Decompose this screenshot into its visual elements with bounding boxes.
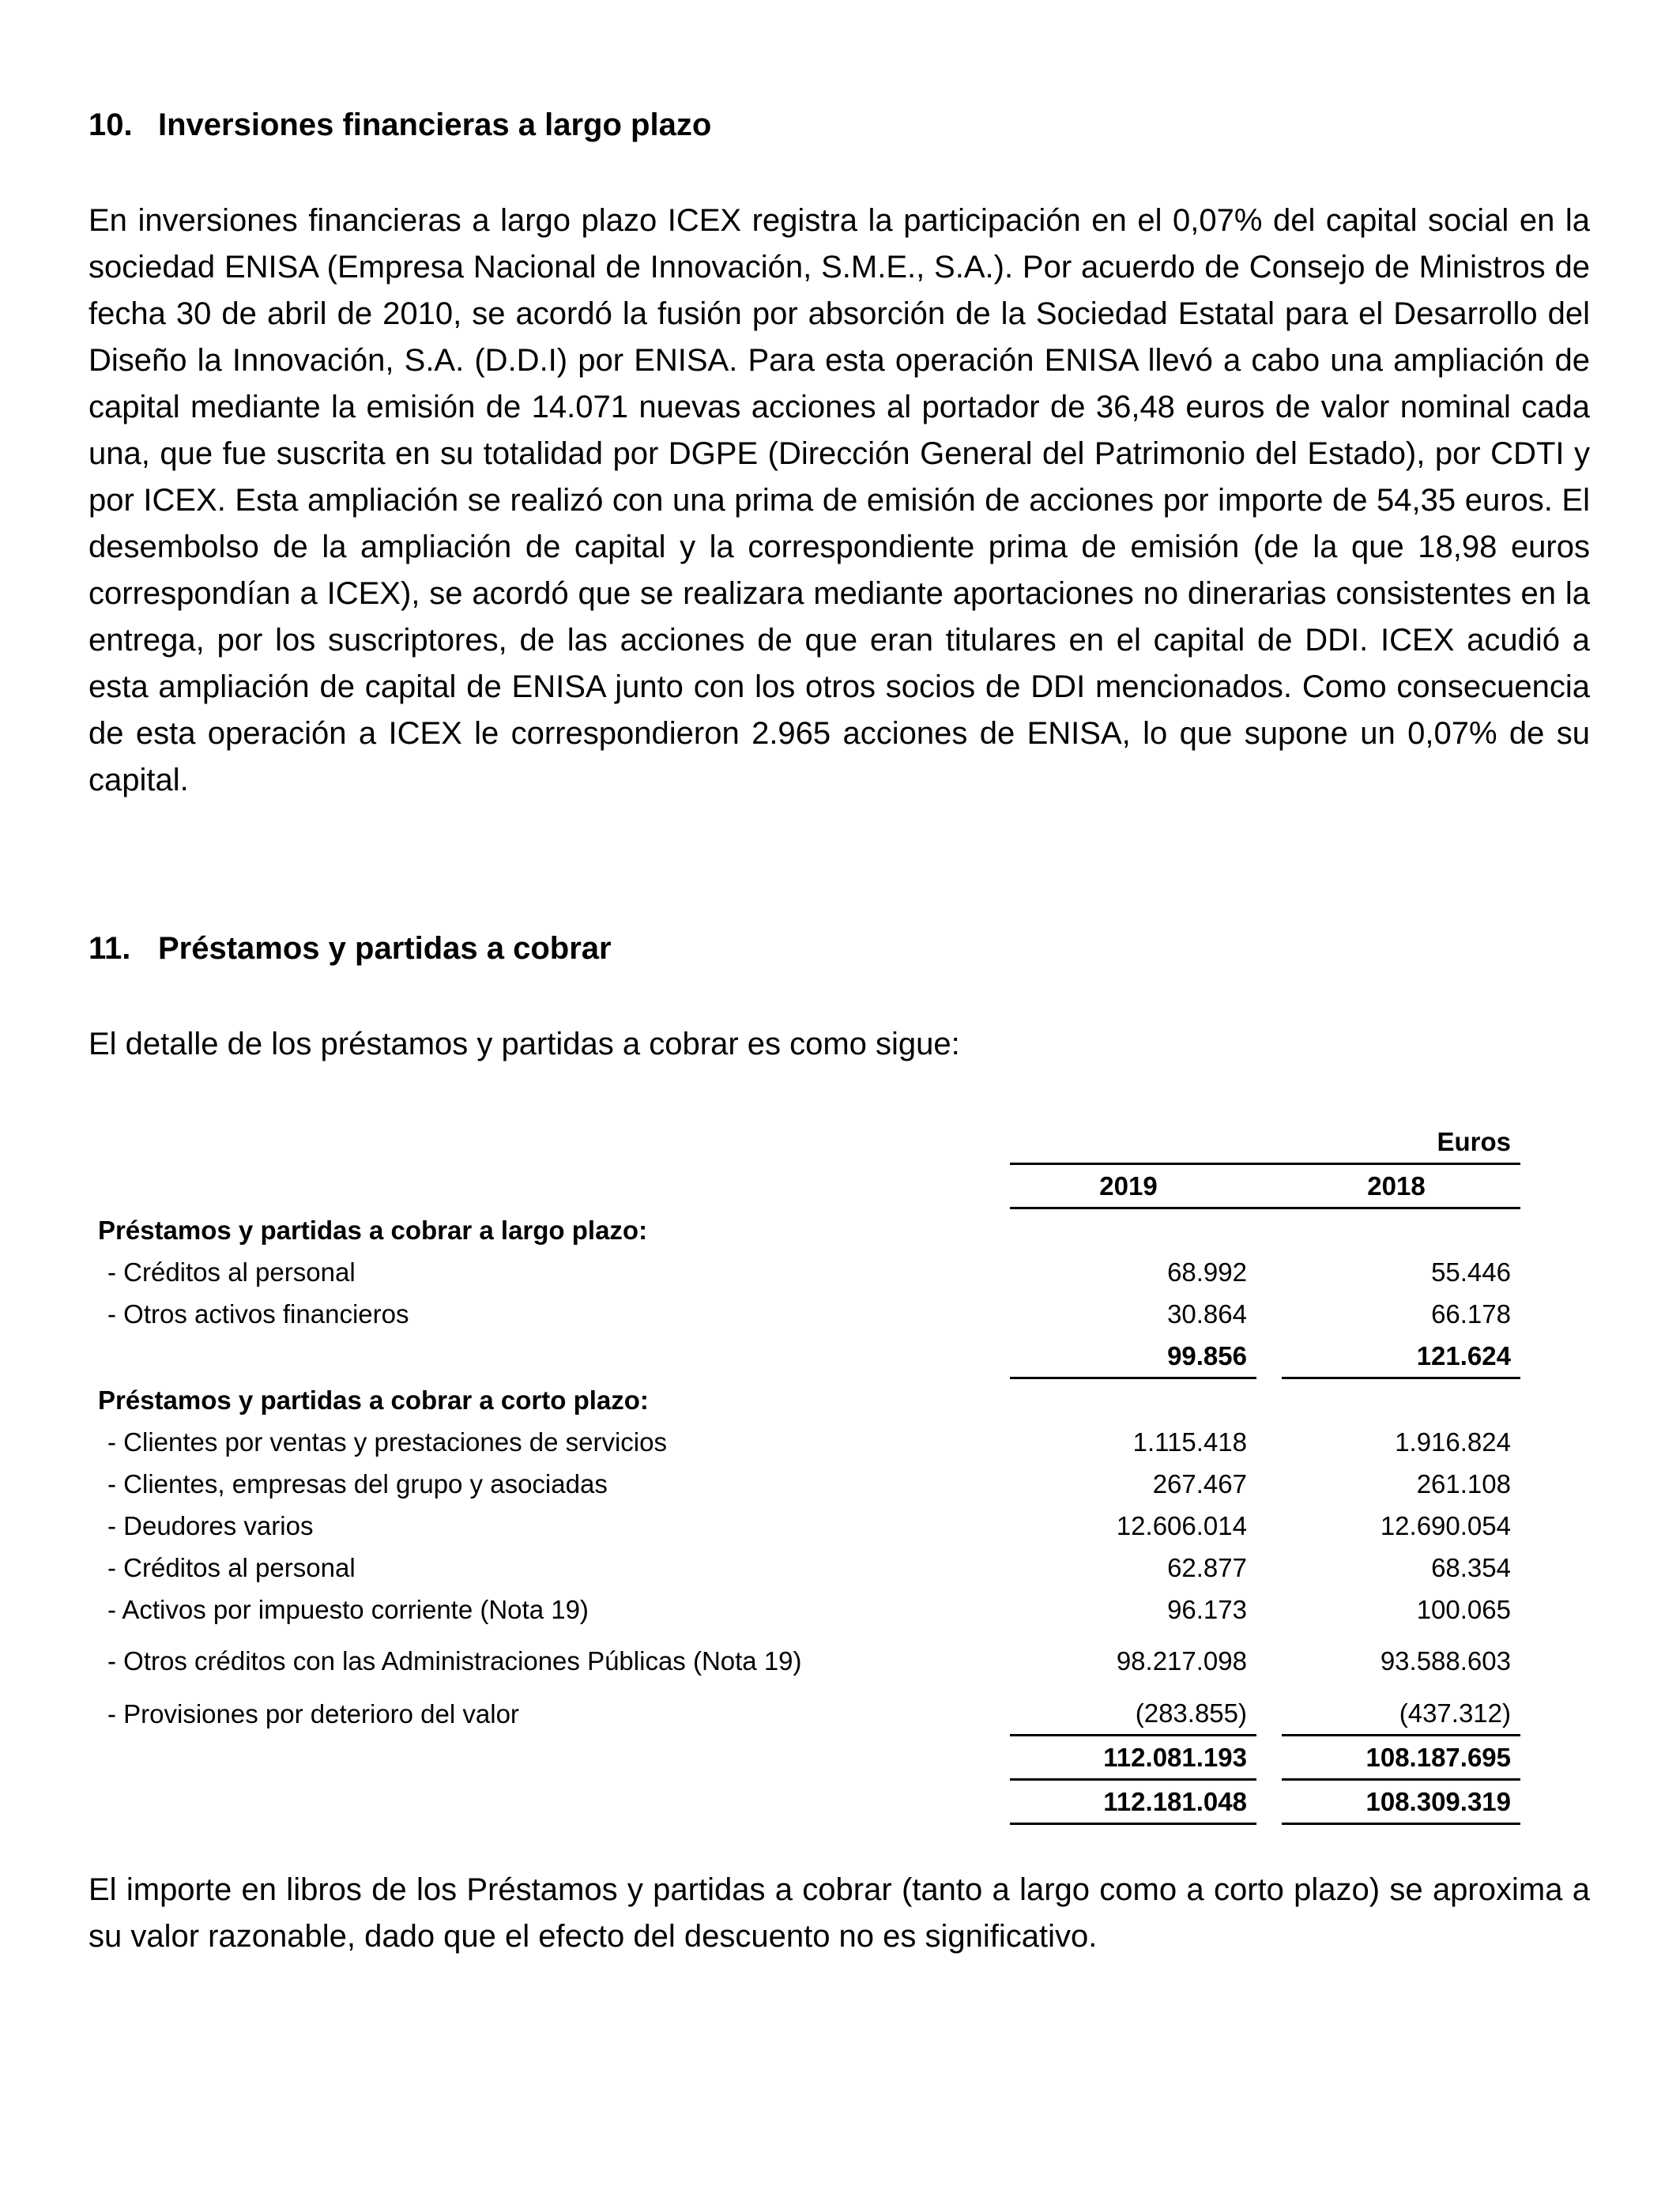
- row-label: - Otros créditos con las Administraciones Públicas (Nota 19): [107, 1646, 802, 1676]
- section-11-closing: El importe en libros de los Préstamos y partidas a cobrar (tanto a largo como a corto plazo) se aproxima a su valor razonable, dado que el efecto del descuento no es significativo.: [89, 1872, 1590, 1954]
- long-term-section-row: [89, 1209, 1520, 1251]
- long-term-subtotal-row: [89, 1335, 1520, 1379]
- section-10-paragraph: En inversiones financieras a largo plazo ICEX registra la participación en el 0,07% del capital social en la sociedad ENISA (Empresa Nacional de Innovación, S.M.E., S.A.). Por acuerdo de Consejo de Ministros de fecha 30 de abril de 2010, se acordó la fusión por absorción de la Sociedad Estatal para el Desarrollo del Diseño la Innovación, S.A. (D.D.I) por ENISA. Para esta operación ENISA llevó a cabo una ampliación de capital mediante la emisión de 14.071 nuevas acciones al portador de 36,48 euros de valor nominal cada una, que fue suscrita en su totalidad por DGPE (Dirección General del Patrimonio del Estado), por CDTI y por ICEX. Esta ampliación se realizó con una prima de emisión de acciones por importe de 54,35 euros. El desembolso de la ampliación de capital y la correspondiente prima de emisión (de la que 18,98 euros correspondían a ICEX), se acordó que se realizara mediante aportaciones no dinerarias consistentes en la entrega, por los suscriptores, de las acciones de que eran titulares en el capital de DDI. ICEX acudió a esta ampliación de capital de ENISA junto con los otros socios de DDI mencionados. Como consecuencia de esta operación a ICEX le correspondieron 2.965 acciones de ENISA, lo que supone un 0,07% de su capital.: [89, 203, 1590, 797]
- grand-total-row: [89, 1781, 1520, 1825]
- table-row: [89, 1505, 1520, 1547]
- value-2018: 12.690.054: [1380, 1510, 1511, 1540]
- value-2019: (283.855): [1010, 1692, 1256, 1736]
- table-year-row: [89, 1163, 1520, 1209]
- row-label: - Créditos al personal: [107, 1257, 356, 1287]
- short-term-subtotal-2018: 108.187.695: [1282, 1736, 1520, 1781]
- value-2019: 30.864: [1167, 1299, 1247, 1329]
- long-term-label: Préstamos y partidas a cobrar a largo plazo:: [98, 1215, 648, 1245]
- section-11-number: 11.: [89, 931, 131, 966]
- short-term-subtotal-row: [89, 1736, 1520, 1781]
- value-2018: 100.065: [1416, 1594, 1511, 1624]
- receivables-table: [89, 1121, 1511, 1825]
- value-2019: 96.173: [1167, 1594, 1247, 1624]
- value-2018: (437.312): [1282, 1692, 1520, 1736]
- value-2019: 12.606.014: [1116, 1510, 1247, 1540]
- section-10-heading: [89, 106, 711, 144]
- value-2018: 261.108: [1416, 1468, 1511, 1498]
- short-term-subtotal-2019: 112.081.193: [1010, 1736, 1256, 1781]
- long-term-subtotal-2019: 99.856: [1010, 1335, 1256, 1379]
- grand-total-2018: 108.309.319: [1282, 1781, 1520, 1825]
- value-2019: 62.877: [1167, 1552, 1247, 1582]
- row-label: - Otros activos financieros: [107, 1299, 409, 1329]
- table-row: [89, 1547, 1520, 1589]
- table-row: [89, 1251, 1520, 1293]
- row-label: - Clientes, empresas del grupo y asociadas: [107, 1468, 608, 1498]
- table-row: [89, 1589, 1520, 1630]
- value-2018: 68.354: [1431, 1552, 1511, 1582]
- row-label: - Créditos al personal: [107, 1552, 356, 1582]
- section-10-title: Inversiones financieras a largo plazo: [158, 107, 712, 142]
- section-10-number: 10.: [89, 107, 133, 142]
- value-2019: 68.992: [1167, 1257, 1247, 1287]
- value-2019: 98.217.098: [1116, 1646, 1247, 1676]
- row-label: - Deudores varios: [107, 1510, 314, 1540]
- value-2018: 93.588.603: [1380, 1646, 1511, 1676]
- section-11-title: Préstamos y partidas a cobrar: [158, 931, 612, 966]
- value-2018: 1.916.824: [1395, 1427, 1511, 1457]
- long-term-subtotal-2018: 121.624: [1282, 1335, 1520, 1379]
- currency-header: Euros: [1437, 1126, 1511, 1156]
- short-term-label: Préstamos y partidas a cobrar a corto plazo:: [98, 1385, 649, 1415]
- table-row: [89, 1293, 1520, 1335]
- grand-total-2019: 112.181.048: [1010, 1781, 1256, 1825]
- table-currency-row: [89, 1121, 1520, 1163]
- table-row: [89, 1421, 1520, 1463]
- row-label: - Activos por impuesto corriente (Nota 19): [107, 1594, 589, 1624]
- year-2019-header: 2019: [1010, 1163, 1256, 1209]
- table-row: [89, 1692, 1520, 1736]
- value-2018: 66.178: [1431, 1299, 1511, 1329]
- short-term-section-row: [89, 1379, 1520, 1421]
- value-2019: 1.115.418: [1132, 1427, 1247, 1457]
- value-2018: 55.446: [1431, 1257, 1511, 1287]
- year-2018-header: 2018: [1282, 1163, 1520, 1209]
- table-row: [89, 1630, 1520, 1692]
- section-11-heading: [89, 929, 612, 967]
- row-label: - Provisiones por deterioro del valor: [107, 1699, 519, 1728]
- section-11-intro: El detalle de los préstamos y partidas a cobrar es como sigue:: [89, 1027, 960, 1061]
- row-label: - Clientes por ventas y prestaciones de servicios: [107, 1427, 667, 1457]
- value-2019: 267.467: [1152, 1468, 1247, 1498]
- table-row: [89, 1463, 1520, 1505]
